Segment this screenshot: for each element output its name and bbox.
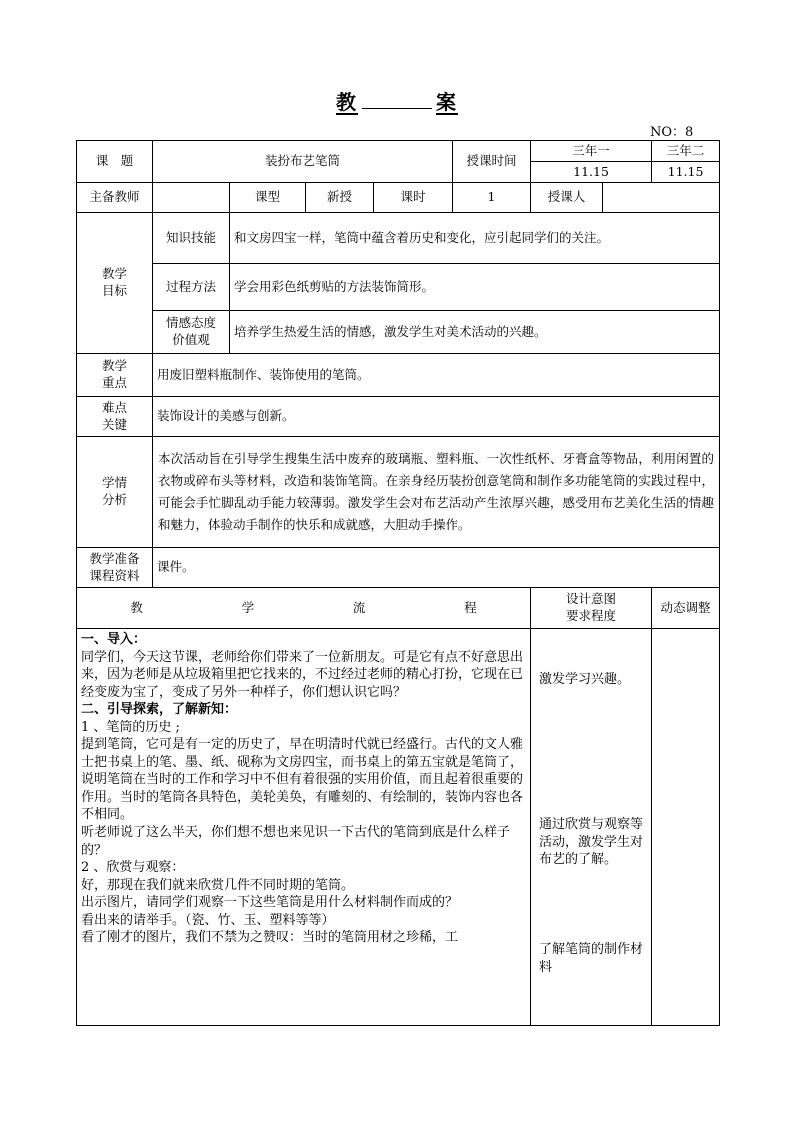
hours-value: 1 xyxy=(453,183,531,213)
date-1: 11.15 xyxy=(531,162,652,183)
design-note-2: 通过欣赏与观察等活动，激发学生对布艺的了解。 xyxy=(539,817,644,868)
goals-label-line-2: 目标 xyxy=(101,283,127,298)
key-points-text: 用废旧塑料瓶制作、装饰使用的笔筒。 xyxy=(153,354,720,397)
type-value: 新授 xyxy=(306,183,374,213)
process-text: 学会用彩色纸剪贴的方法装饰简形。 xyxy=(230,264,720,311)
analysis-label-line-1: 学情 xyxy=(101,475,127,491)
lecturer-value xyxy=(603,183,720,213)
design-header-line-2: 要求程度 xyxy=(566,608,617,623)
prep-label-line-1: 教学准备 xyxy=(89,550,140,566)
title-char-2: 案 xyxy=(436,90,458,114)
difficulties-label-line-1: 难点 xyxy=(101,399,127,415)
flow-header-chars xyxy=(81,600,526,617)
design-header xyxy=(531,588,652,629)
difficulties-text: 装饰设计的美感与创新。 xyxy=(153,397,720,437)
flow-header-char-2: 学 xyxy=(241,599,255,615)
prep-label-line-2: 课程资料 xyxy=(89,567,140,583)
flow-content xyxy=(81,631,526,1023)
analysis-label xyxy=(77,437,153,548)
design-note-3: 了解笔筒的制作材料 xyxy=(539,942,644,975)
process-label: 过程方法 xyxy=(153,264,230,311)
prep-text: 课件。 xyxy=(153,548,720,588)
section-2-text-5: 看出来的请举手。（瓷、竹、玉、塑料等等） xyxy=(81,912,335,928)
class-1: 三年一 xyxy=(531,141,652,162)
prep-label xyxy=(77,548,153,588)
section-2-text-6: 看了刚才的图片，我们不禁为之赞叹：当时的笔筒用材之珍稀，工 xyxy=(81,930,459,946)
goals-label xyxy=(77,213,153,354)
section-2-text-3: 好，那现在我们就来欣赏几件不同时期的笔筒。 xyxy=(81,877,355,893)
key-points-label-line-2: 重点 xyxy=(101,375,127,390)
adjust-header: 动态调整 xyxy=(652,588,720,629)
design-content xyxy=(539,631,643,1023)
flow-header-char-3: 流 xyxy=(352,599,366,615)
lesson-plan-table xyxy=(76,140,720,1026)
goals-label-line-1: 教学 xyxy=(101,266,127,282)
section-2-sub-2: 2 、欣赏与观察： xyxy=(81,860,185,876)
section-2-text-4: 出示图片，请同学们观察一下这些笔筒是用什么材料制作而成的？ xyxy=(81,895,459,911)
knowledge-label: 知识技能 xyxy=(153,213,230,264)
adjust-body xyxy=(652,629,720,1026)
class-2: 三年二 xyxy=(652,141,720,162)
title-char-1: 教 xyxy=(336,90,358,114)
emotion-label xyxy=(153,311,230,354)
lecturer-label: 授课人 xyxy=(531,183,603,213)
key-points-label xyxy=(77,354,153,397)
time-label: 授课时间 xyxy=(453,141,531,183)
course-value: 装扮布艺笔筒 xyxy=(153,141,453,183)
section-2-text-2: 听老师说了这么半天，你们想不想也来见识一下古代的笔筒到底是什么样子的？ xyxy=(81,825,511,858)
section-2-text-1: 提到笔筒，它可是有一定的历史了，早在明清时代就已经盛行。古代的文人雅士把书桌上的笔、墨、纸、砚称为文房四宝，而书桌上的第五宝就是笔筒了，说明笔筒在当时的工作和学习中不但有着很强的实用价值，而且起着很重要的作用。当时的笔筒各具特色，美轮美奂，有雕刻的、有绘制的，装饰内容也各不相同。 xyxy=(81,737,524,823)
section-2-title: 二、引导探索，了解新知： xyxy=(81,702,238,718)
flow-body xyxy=(77,629,531,1026)
key-points-label-line-1: 教学 xyxy=(101,358,127,374)
analysis-text: 本次活动旨在引导学生搜集生活中废弃的玻璃瓶、塑料瓶、一次性纸杯、牙膏盒等物品，利用闲置的衣物或碎布头等材料，改造和装饰笔筒。在亲身经历装扮创意笔筒和制作多功能笔筒的实践过程中，可能会手忙脚乱动手能力较薄弱。激发学生会对布艺活动产生浓厚兴趣，感受用布艺美化生活的情趣和魅力，体验动手制作的快乐和成就感，大胆动手操作。 xyxy=(153,437,720,548)
emotion-label-line-1: 情感态度 xyxy=(165,315,216,331)
course-label: 课 题 xyxy=(77,141,153,183)
design-body xyxy=(531,629,652,1026)
design-note-1: 激发学习兴趣。 xyxy=(539,672,631,687)
teacher-value xyxy=(153,183,230,213)
flow-header-char-4: 程 xyxy=(464,599,477,615)
teacher-label: 主备教师 xyxy=(77,183,153,213)
emotion-label-line-2: 价值观 xyxy=(172,332,210,347)
type-label: 课型 xyxy=(230,183,306,213)
section-2-sub-1: 1 、笔筒的历史 ; xyxy=(81,719,180,735)
section-1-text: 同学们，今天这节课，老师给你们带来了一位新朋友。可是它有点不好意思出来，因为老师是从垃圾箱里把它找来的，不过经过老师的精心打扮，它现在已经变废为宝了，变成了另外一种样子，你们想认识它吗？ xyxy=(81,649,524,700)
document-title xyxy=(0,86,794,115)
difficulties-label xyxy=(77,397,153,437)
flow-header-char-1: 教 xyxy=(130,599,143,615)
emotion-text: 培养学生热爱生活的情感，激发学生对美术活动的兴趣。 xyxy=(230,311,720,354)
date-2: 11.15 xyxy=(652,162,720,183)
knowledge-text: 和文房四宝一样，笔筒中蕴含着历史和变化，应引起同学们的关注。 xyxy=(230,213,720,264)
title-underline-gap xyxy=(362,107,432,109)
section-1-title: 一、导入： xyxy=(81,632,147,647)
document-number: NO：8 xyxy=(650,125,694,140)
difficulties-label-line-2: 关键 xyxy=(101,416,127,432)
design-header-line-1: 设计意图 xyxy=(566,591,617,607)
flow-header xyxy=(77,588,531,629)
analysis-label-line-2: 分析 xyxy=(101,492,127,507)
hours-label: 课时 xyxy=(374,183,453,213)
